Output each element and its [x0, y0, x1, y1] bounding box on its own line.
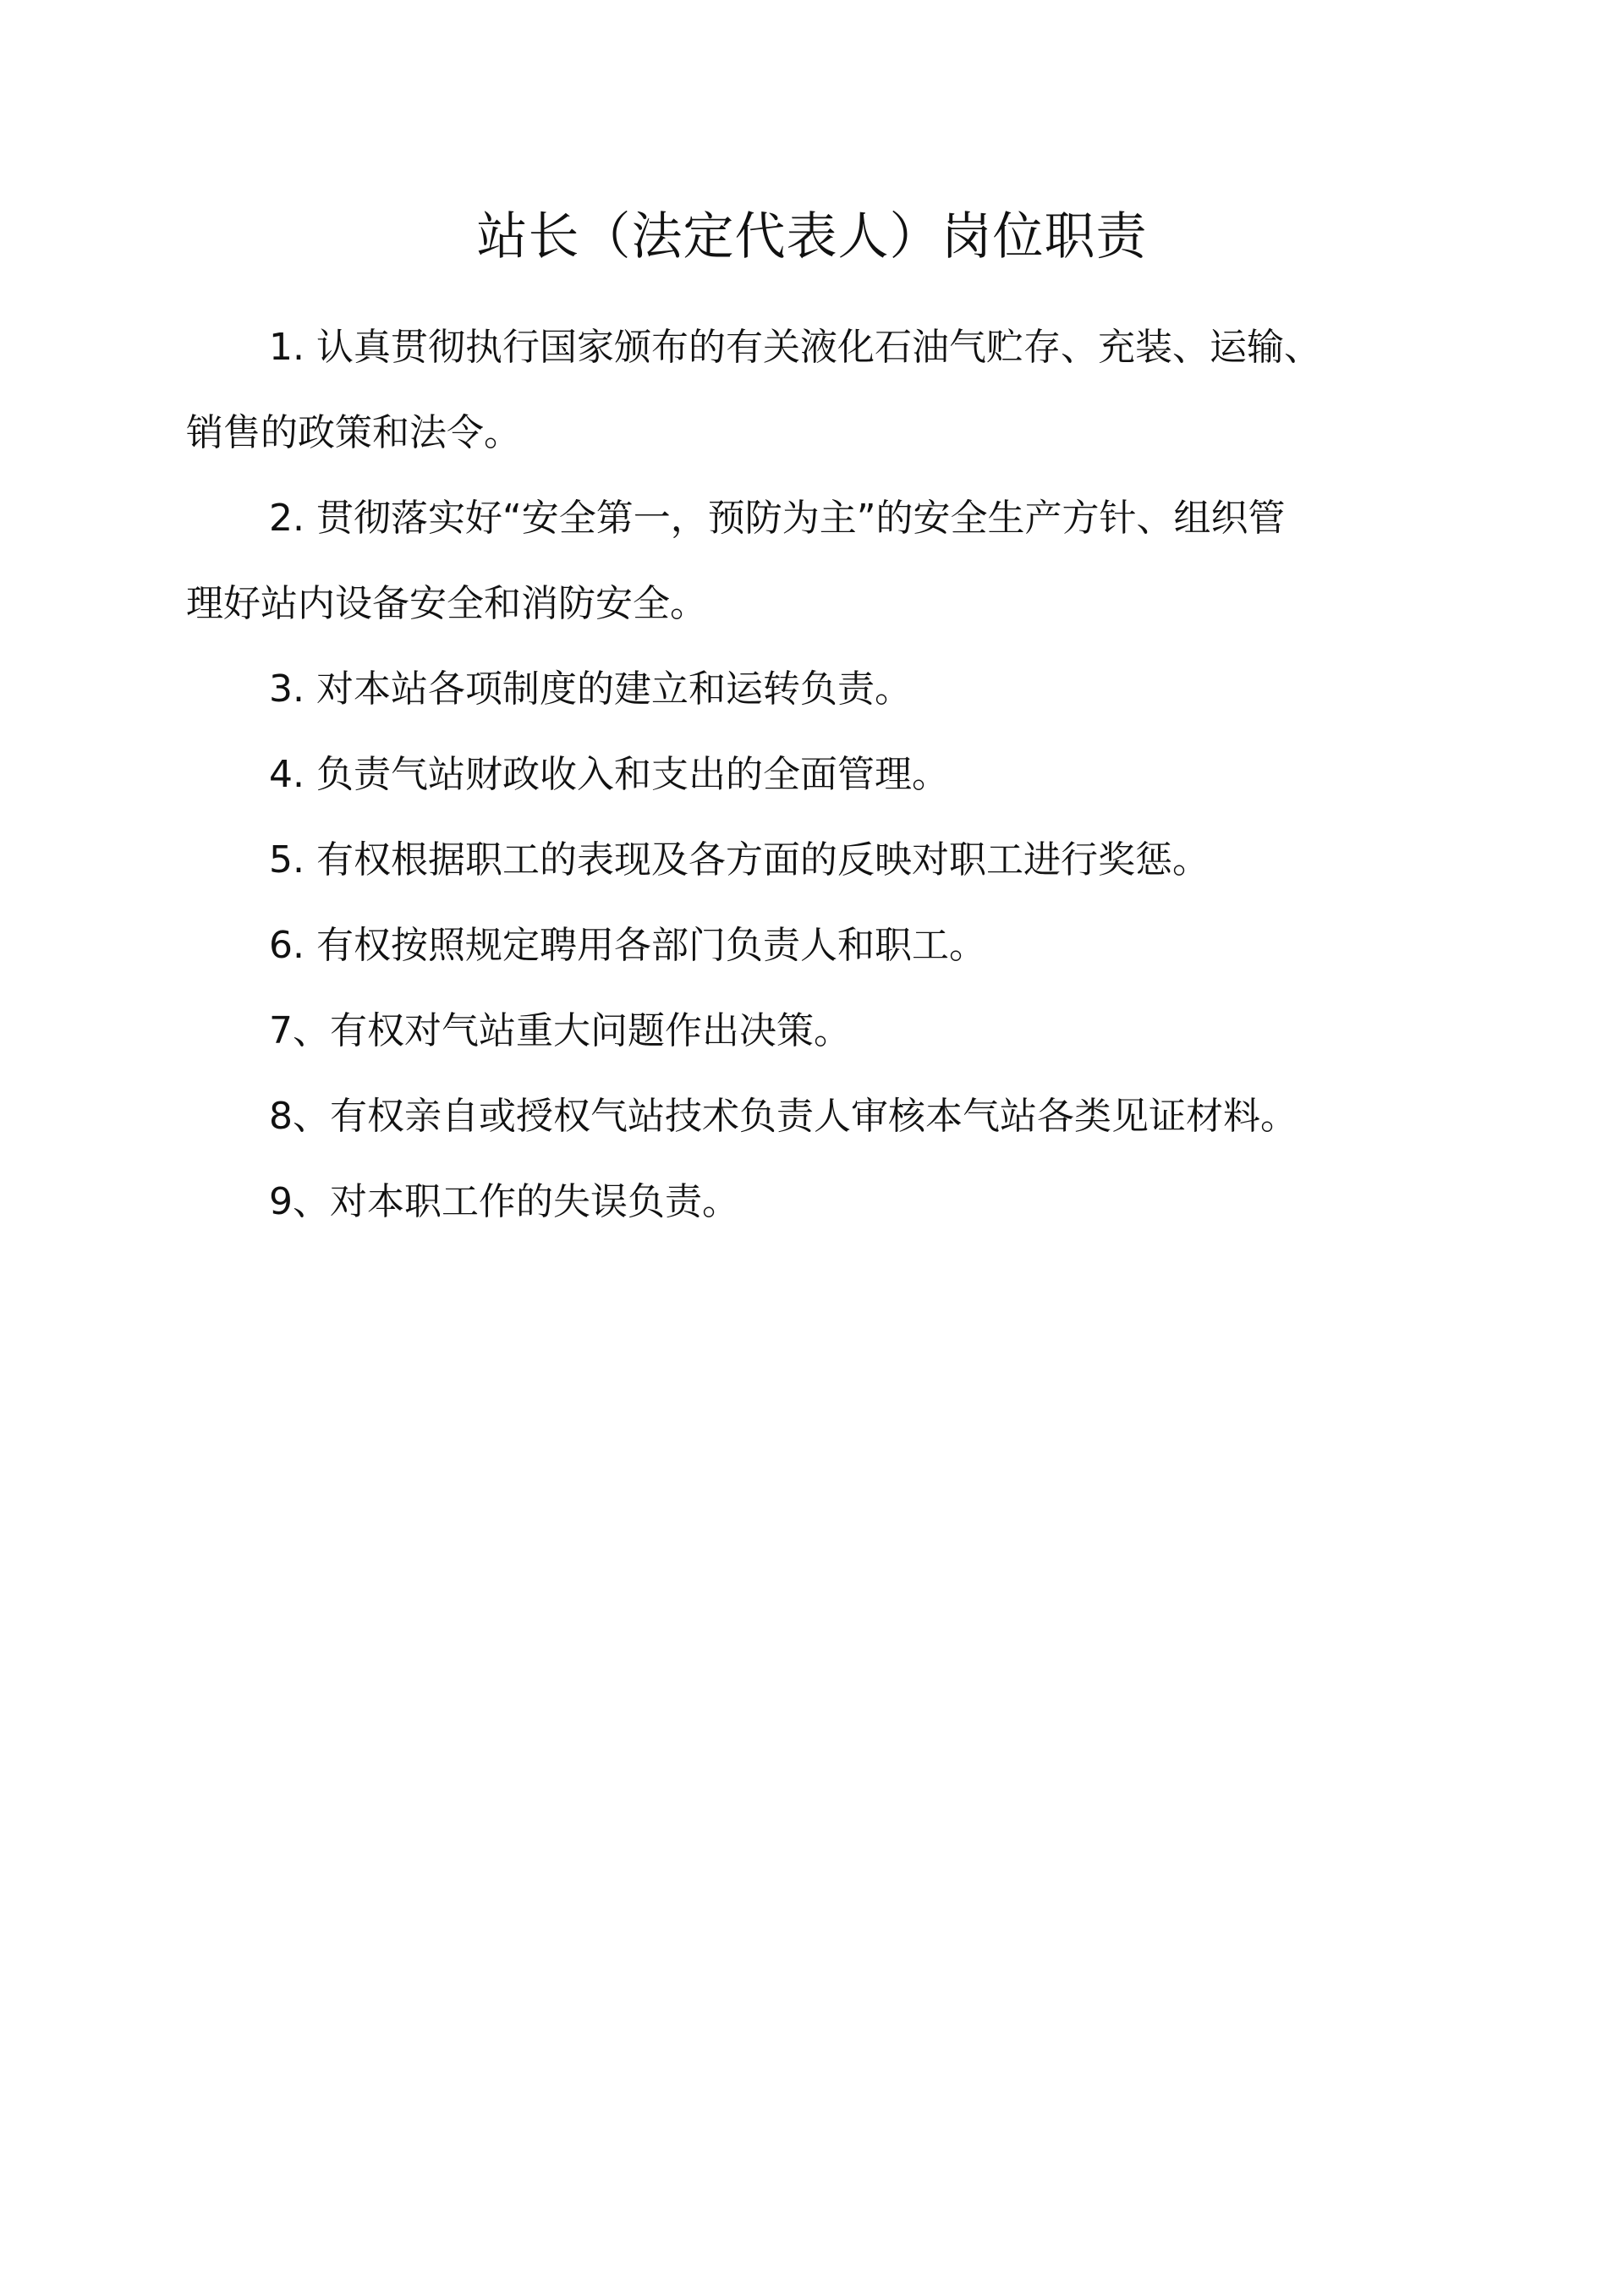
duty-item-1: [186, 305, 1429, 475]
duty-item-2-line-2: 理好站内设备安全和消防安全。: [186, 582, 707, 625]
duty-item-7-text: 7、有权对气站重大问题作出决策。: [269, 1009, 851, 1052]
duty-item-8: [186, 1074, 1429, 1159]
duty-item-3-text: 3. 对本站各项制度的建立和运转负责。: [269, 667, 912, 711]
duty-item-3: [186, 646, 1429, 732]
duty-item-5-text: 5. 有权根据职工的表现及各方面的反映对职工进行奖惩。: [269, 838, 1210, 882]
duty-item-2-line-1: 2. 贯彻落实好“安全第一，预防为主”的安全生产方针、组织管: [269, 497, 1286, 540]
duty-item-5: [186, 817, 1429, 903]
duty-item-4: [186, 732, 1429, 817]
duty-item-8-text: 8、有权亲自或授权气站技术负责人审核本气站各类见证材料。: [269, 1095, 1298, 1138]
duty-item-7: [186, 988, 1429, 1074]
duty-item-4-text: 4. 负责气站财政收入和支出的全面管理。: [269, 753, 949, 796]
duty-item-1-line-2: 销售的政策和法令。: [186, 411, 521, 454]
duty-item-9-text: 9、对本职工作的失误负责。: [269, 1180, 739, 1223]
duty-item-6-text: 6. 有权按照规定聘用各部门负责人和职工。: [269, 924, 986, 967]
duty-item-1-line-1: 1. 认真贯彻执行国家颁布的有关液化石油气贮存、充装、运输、: [269, 326, 1321, 369]
document-title: 站长（法定代表人）岗位职责: [476, 207, 1148, 266]
duty-item-9: [186, 1159, 1429, 1244]
duty-item-2: [186, 475, 1429, 646]
duty-list: [186, 305, 1429, 1244]
duty-item-6: [186, 903, 1429, 988]
